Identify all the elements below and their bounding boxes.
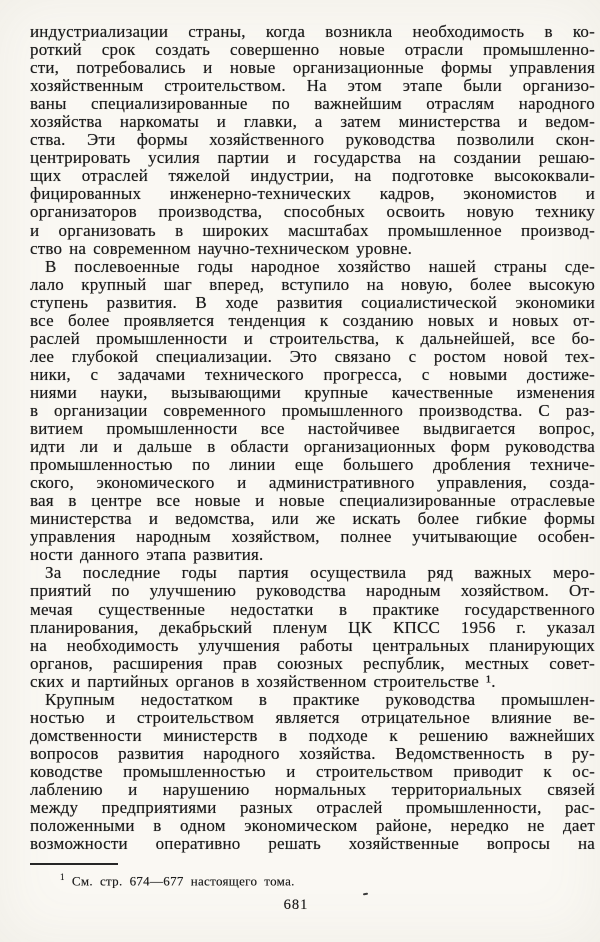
page-number: 681 [283,897,309,913]
text-line: организаторов производства, способных освоить новую технику [30,202,595,222]
text-line: щих отраслей тяжелой индустрии, на подготовке высококвали- [30,166,595,186]
text-line: ство на современном научно-техническом уровне. [30,238,413,258]
text-line: органов, расширения прав союзных республик, местных совет- [30,653,595,673]
text-line: между предприятиями разных отраслей промышленности, рас- [30,798,595,818]
paragraph [30,564,595,690]
text-line: лее глубокой специализации. Это связано с ростом новой тех- [30,346,595,366]
text-line: на необходимость улучшения работы центральных планирующих [30,635,595,655]
text-line: приятий по улучшению руководства народным хозяйством. От- [30,581,595,601]
text-line: в организации современного промышленного производства. С раз- [30,400,595,420]
paragraph [30,691,595,853]
text-line: фицированных инженерно-технических кадров, экономистов и [30,184,595,204]
text-line: сти, потребовались и новые организационные формы управления [30,58,595,78]
text-line: За последние годы партия осуществила ряд важных меро- [45,563,595,583]
text-line: вая в центре все новые и новые специализированные отраслевые [30,491,595,511]
text-line: ского, экономического и административного управления, созда- [30,473,595,493]
footnote-rule [30,863,118,865]
text-line: планирования, декабрьский пленум ЦК КПСС 1956 г. указал [30,617,595,637]
text-line: ства. Эти формы хозяйственного руководства позволили скон- [30,130,595,150]
text-line: лало крупный шаг вперед, вступило на новую, более высокую [30,274,595,294]
text-line: положенными в одном экономическом районе, нередко не дает [30,816,595,836]
text-line: мечая существенные недостатки в практике государственного [30,599,595,619]
text-line: хозяйственным строительством. На этом этапе были организо- [30,76,595,96]
text-line: ниями науки, вызывающими крупные качественные изменения [30,382,595,402]
paragraph [30,23,595,258]
text-line: управления народным хозяйством, полнее учитывающие особен- [30,527,595,547]
text-line: ники, с задачами технического прогресса, с новыми достиже- [30,364,595,384]
text-line: министерства и ведомства, или же искать более гибкие формы [30,509,595,529]
body-text [30,23,595,853]
text-line: и организовать в широких масштабах промышленное производ- [30,220,595,240]
scan-speck [363,893,368,896]
text-line: В послевоенные годы народное хозяйство нашей страны сде- [45,256,595,276]
text-line: роткий срок создать совершенно новые отрасли промышленно- [30,40,595,60]
text-line: лаблению и нарушению нормальных территориальных связей [30,779,595,799]
footnote-text [60,869,295,889]
text-line: все более проявляется тенденция к созданию новых и новых от- [30,310,595,330]
text-line: центрировать усилия партии и государства на создании решаю- [30,148,595,168]
text-line: Крупным недостатком в практике руководства промышлен- [45,689,595,709]
text-line: хозяйства наркоматы и главки, а затем министерства и ведом- [30,112,595,132]
text-line: ководстве промышленностью и строительством приводит к ос- [30,761,595,781]
text-line: идти ли и дальше в области организационных форм руководства [30,437,595,457]
text-line: промышленностью по линии еще большего дробления техниче- [30,455,595,475]
text-line: домственности министерств в подходе к решению важнейших [30,725,595,745]
text-line: ских и партийных органов в хозяйственном строительстве ¹. [30,671,496,691]
text-line: возможности оперативно решать хозяйственные вопросы на [30,834,595,854]
text-line: ваны специализированные по важнейшим отраслям народного [30,94,595,114]
footnote-body: См. стр. 674—677 настоящего тома. [71,873,295,889]
text-line: витием промышленности все настойчивее выдвигается вопрос, [30,419,595,439]
text-line: ности данного этапа развития. [30,545,264,565]
text-line: ступень развития. В ходе развития социалистической экономики [30,292,595,312]
paragraph [30,258,595,565]
text-line: ностью и строительством является отрицательное влияние ве- [30,707,595,727]
footnote-marker: 1 [60,872,65,882]
text-line: вопросов развития народного хозяйства. Ведомственность в ру- [30,743,595,763]
text-line: раслей промышленности и строительства, к дальнейшей, все бо- [30,328,595,348]
text-line: индустриализации страны, когда возникла необходимость в ко- [30,22,595,41]
